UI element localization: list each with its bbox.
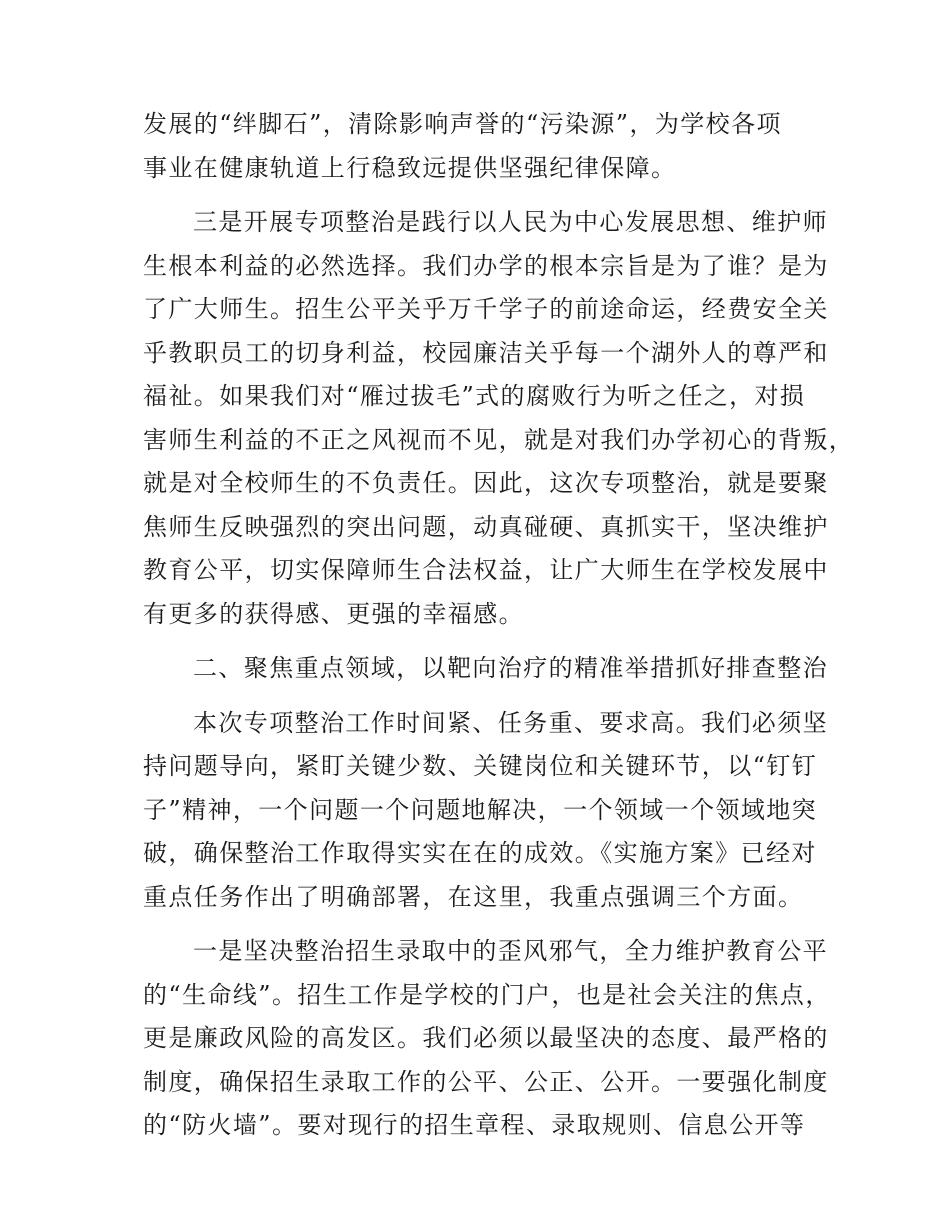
text-line: 制度，确保招生录取工作的公平、公正、公开。一要强化制度 [143,1067,829,1096]
section-heading [143,647,828,691]
text-line: 持问题导向，紧盯关键少数、关键岗位和关键环节，以“钉钉 [143,752,818,780]
text-line: 子”精神，一个问题一个问题地解决，一个领域一个领域地突 [143,795,818,824]
text-line: 破，确保整治工作取得实实在在的成效。《实施方案》已经对 [143,839,817,867]
text-line: 就是对全校师生的不负责任。因此，这次专项整治，就是要聚 [143,469,829,497]
text-line: 一是坚决整治招生录取中的歪风邪气，全力维护教育公平 [193,937,828,965]
heading-line: 二、聚焦重点领域，以靶向治疗的精准举措抓好排查整治 [193,654,828,682]
text-line: 事业在健康轨道上行稳致远提供坚强纪律保障。 [143,153,677,182]
text-line: 三是开展专项整治是践行以人民为中心发展思想、维护师 [193,208,828,236]
text-line: 福祉。如果我们对“雁过拔毛”式的腐败行为听之任之，对损 [143,382,806,410]
text-line: 更是廉政风险的高发区。我们必须以最坚决的态度、最严格的 [143,1024,829,1052]
text-line: 生根本利益的必然选择。我们办学的根本宗旨是为了谁？是为 [143,251,829,280]
text-line: 焦师生反映强烈的突出问题，动真碰硬、真抓实干，坚决维护 [143,512,829,541]
paragraph-2 [143,201,855,636]
paragraph-1 [143,103,813,190]
text-line: 本次专项整治工作时间紧、任务重、要求高。我们必须坚 [193,708,828,737]
text-line: 了广大师生。招生公平关乎万千学子的前途命运，经费安全关 [143,295,829,323]
text-line: 重点任务作出了明确部署，在这里，我重点强调三个方面。 [143,882,804,911]
text-line: 发展的“绊脚石”，清除影响声誉的“污染源”，为学校各项 [143,110,782,138]
text-line: 害师生利益的不正之风视而不见，就是对我们办学初心的背叛， [143,425,855,454]
text-line: 的“生命线”。招生工作是学校的门户，也是社会关注的焦点， [143,980,831,1009]
document-body [143,103,855,1159]
text-line: 有更多的获得感、更强的幸福感。 [143,599,524,628]
text-line: 乎教职员工的切身利益，校园廉洁关乎每一个湖外人的尊严和 [143,338,829,367]
paragraph-4 [143,930,831,1148]
text-line: 教育公平，切实保障师生合法权益，让广大师生在学校发展中 [143,556,829,584]
paragraph-3 [143,702,828,920]
text-line: 的“防火墙”。要对现行的招生章程、录取规则、信息公开等 [143,1111,806,1139]
